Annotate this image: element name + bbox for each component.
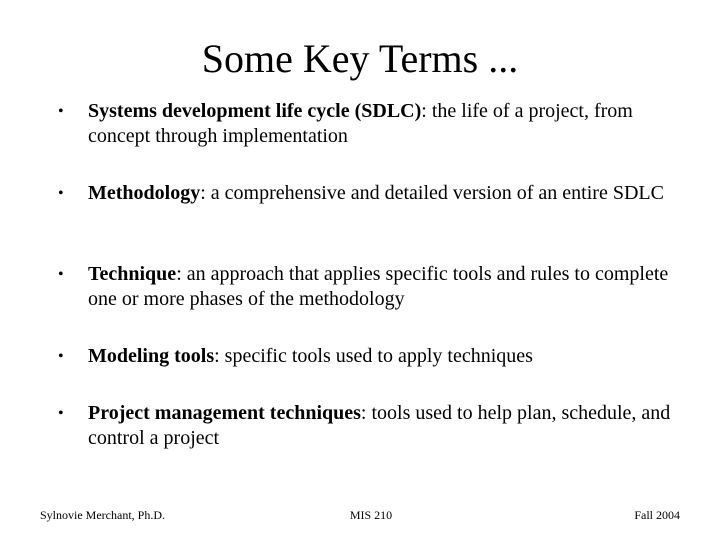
bullet-item-modeling-tools [58, 344, 678, 369]
footer-author: Sylnovie Merchant, Ph.D. [40, 508, 165, 522]
footer-term: Fall 2004 [634, 508, 680, 522]
bullet-item-technique [58, 262, 678, 312]
term-label: Project management techniques [88, 402, 361, 424]
term-definition: : tools used to help plan, schedule, and control a project [88, 402, 671, 449]
term-definition: : a comprehensive and detailed version of an entire SDLC [200, 182, 664, 204]
bullet-item-project-management [58, 401, 678, 451]
bullet-marker: • [58, 348, 64, 365]
footer-course: MIS 210 [349, 508, 393, 522]
slide-title: Some Key Terms ... [201, 36, 519, 81]
bullet-marker: • [58, 405, 64, 422]
term-label: Modeling tools [88, 345, 215, 367]
bullet-text [88, 401, 678, 451]
term-label: Methodology [88, 182, 201, 204]
bullet-text [88, 262, 678, 312]
term-definition: : the life of a project, from concept through implementation [88, 100, 633, 147]
bullet-marker: • [58, 266, 64, 283]
term-definition: : an approach that applies specific tools and rules to complete one or more phases of the methodology [88, 263, 669, 310]
bullet-marker: • [58, 185, 64, 202]
bullet-text [88, 99, 678, 149]
bullet-marker: • [58, 103, 64, 120]
term-label: Technique [88, 263, 177, 285]
bullet-item-methodology [58, 181, 678, 206]
bullet-item-sdlc [58, 99, 678, 149]
bullet-text [88, 344, 678, 369]
term-definition: : specific tools used to apply techniques [214, 345, 533, 367]
bullet-text [88, 181, 678, 206]
term-label: Systems development life cycle (SDLC) [88, 100, 422, 122]
